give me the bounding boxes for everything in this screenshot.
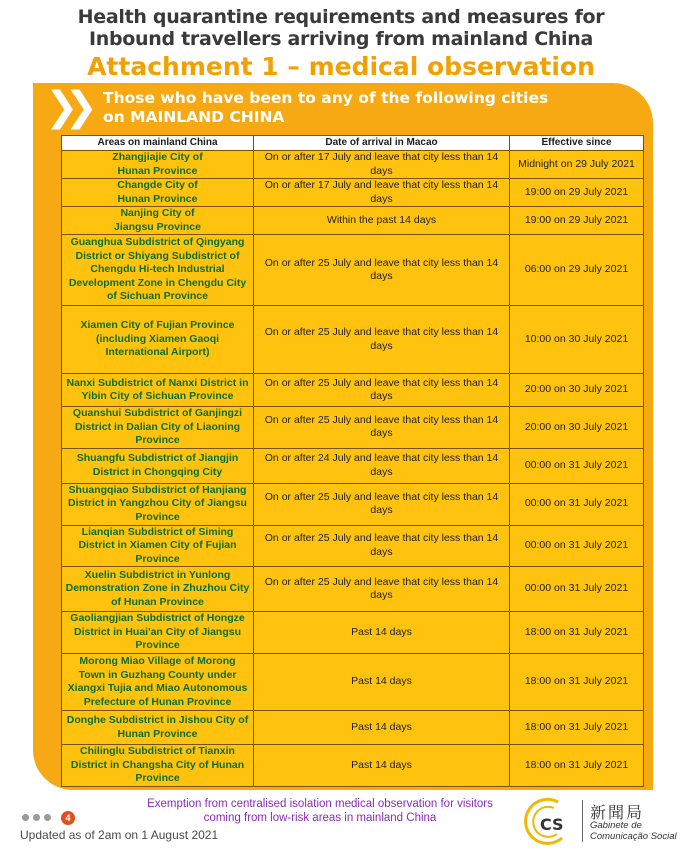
- gcs-emblem-icon: [518, 794, 580, 850]
- table-row: [62, 745, 644, 787]
- arrival-cell: On or after 25 July and leave that city less than 14 days: [254, 567, 510, 612]
- effective-cell: 18:00 on 31 July 2021: [510, 711, 644, 745]
- header-effective: Effective since: [510, 136, 644, 151]
- table-row: [62, 654, 644, 711]
- double-chevron-icon: ❯❯: [45, 84, 85, 130]
- table-row: [62, 525, 644, 567]
- area-cell: Guanghua Subdistrict of Qingyang District or Shiyang Subdistrict of Chengdu Hi-tech Industrial Development Zone in Chengdu City of Sichuan Province: [62, 235, 254, 306]
- arrival-cell: On or after 25 July and leave that city less than 14 days: [254, 306, 510, 374]
- exemption-note[interactable]: [110, 797, 530, 825]
- exemption-note-line-1: Exemption from centralised isolation medical observation for visitors: [147, 798, 493, 810]
- table-row: [62, 483, 644, 525]
- banner-line-1: Those who have been to any of the following cities: [103, 89, 549, 107]
- effective-cell: 10:00 on 30 July 2021: [510, 306, 644, 374]
- effective-cell: 00:00 on 31 July 2021: [510, 448, 644, 483]
- area-cell: Shuangfu Subdistrict of Jiangjin District in Chongqing City: [62, 448, 254, 483]
- arrival-cell: On or after 25 July and leave that city less than 14 days: [254, 483, 510, 525]
- table-row: [62, 235, 644, 306]
- area-cell: Shuangqiao Subdistrict of Hanjiang District in Yangzhou City of Jiangsu Province: [62, 483, 254, 525]
- table-row: [62, 612, 644, 654]
- effective-cell: 20:00 on 30 July 2021: [510, 407, 644, 449]
- area-cell: Zhangjiajie City of Hunan Province: [62, 151, 254, 179]
- current-page-dot[interactable]: 4: [61, 811, 75, 825]
- effective-cell: Midnight on 29 July 2021: [510, 151, 644, 179]
- effective-cell: 00:00 on 31 July 2021: [510, 567, 644, 612]
- updated-timestamp: Updated as of 2am on 1 August 2021: [20, 828, 219, 842]
- arrival-cell: Past 14 days: [254, 612, 510, 654]
- areas-table: [61, 135, 644, 787]
- arrival-cell: On or after 17 July and leave that city less than 14 days: [254, 179, 510, 207]
- arrival-cell: On or after 25 July and leave that city less than 14 days: [254, 525, 510, 567]
- effective-cell: 18:00 on 31 July 2021: [510, 612, 644, 654]
- area-cell: Changde City of Hunan Province: [62, 179, 254, 207]
- arrival-cell: Within the past 14 days: [254, 207, 510, 235]
- effective-cell: 00:00 on 31 July 2021: [510, 483, 644, 525]
- table-row: [62, 374, 644, 407]
- page-title-line-1: Health quarantine requirements and measures for: [77, 6, 605, 28]
- arrival-cell: Past 14 days: [254, 711, 510, 745]
- table-row: [62, 567, 644, 612]
- content-panel: [33, 83, 653, 790]
- arrival-cell: On or after 17 July and leave that city less than 14 days: [254, 151, 510, 179]
- arrival-cell: On or after 25 July and leave that city less than 14 days: [254, 407, 510, 449]
- effective-cell: 19:00 on 29 July 2021: [510, 179, 644, 207]
- logo-portuguese-name: [590, 820, 677, 842]
- page-dot[interactable]: [33, 814, 40, 821]
- effective-cell: 18:00 on 31 July 2021: [510, 654, 644, 711]
- area-cell: Quanshui Subdistrict of Ganjingzi District in Dalian City of Liaoning Province: [62, 407, 254, 449]
- table-row: [62, 711, 644, 745]
- table-row: [62, 151, 644, 179]
- logo-chinese-name: 新聞局: [590, 803, 645, 822]
- exemption-note-line-2: coming from low-risk areas in mainland China: [203, 812, 437, 824]
- effective-cell: 00:00 on 31 July 2021: [510, 525, 644, 567]
- area-cell: Lianqian Subdistrict of Siming District in Xiamen City of Fujian Province: [62, 525, 254, 567]
- area-cell: Nanjing City of Jiangsu Province: [62, 207, 254, 235]
- gcs-logo: [518, 794, 678, 850]
- attachment-subtitle: Attachment 1 – medical observation: [87, 52, 595, 81]
- area-cell: Nanxi Subdistrict of Nanxi District in Yibin City of Sichuan Province: [62, 374, 254, 407]
- logo-divider: [582, 800, 583, 842]
- page-dot[interactable]: [44, 814, 51, 821]
- effective-cell: 06:00 on 29 July 2021: [510, 235, 644, 306]
- table-row: [62, 306, 644, 374]
- effective-cell: 19:00 on 29 July 2021: [510, 207, 644, 235]
- logo-pt-line-1: Gabinete de: [590, 820, 642, 831]
- page-title-line-2: Inbound travellers arriving from mainland China: [88, 28, 594, 50]
- arrival-cell: On or after 25 July and leave that city less than 14 days: [254, 235, 510, 306]
- arrival-cell: Past 14 days: [254, 745, 510, 787]
- header-arrival: Date of arrival in Macao: [254, 136, 510, 151]
- svg-text:CS: CS: [540, 815, 564, 834]
- logo-pt-line-2: Comunicação Social: [590, 831, 677, 842]
- arrival-cell: Past 14 days: [254, 654, 510, 711]
- page-dot[interactable]: [22, 814, 29, 821]
- area-cell: Morong Miao Village of Morong Town in Guzhang County under Xiangxi Tujia and Miao Autonomous Prefecture of Hunan Province: [62, 654, 254, 711]
- effective-cell: 20:00 on 30 July 2021: [510, 374, 644, 407]
- arrival-cell: On or after 24 July and leave that city less than 14 days: [254, 448, 510, 483]
- header-areas: Areas on mainland China: [62, 136, 254, 151]
- table-header-row: [62, 136, 644, 151]
- banner-line-2: on MAINLAND CHINA: [103, 108, 285, 126]
- area-cell: Chilinglu Subdistrict of Tianxin District in Changsha City of Hunan Province: [62, 745, 254, 787]
- effective-cell: 18:00 on 31 July 2021: [510, 745, 644, 787]
- section-banner: [103, 89, 643, 127]
- area-cell: Xuelin Subdistrict in Yunlong Demonstration Zone in Zhuzhou City of Hunan Province: [62, 567, 254, 612]
- table-row: [62, 207, 644, 235]
- table-row: [62, 448, 644, 483]
- area-cell: Gaoliangjian Subdistrict of Hongze District in Huai'an City of Jiangsu Province: [62, 612, 254, 654]
- area-cell: Xiamen City of Fujian Province (including Xiamen Gaoqi International Airport): [62, 306, 254, 374]
- table-row: [62, 179, 644, 207]
- area-cell: Donghe Subdistrict in Jishou City of Hunan Province: [62, 711, 254, 745]
- arrival-cell: On or after 25 July and leave that city less than 14 days: [254, 374, 510, 407]
- table-row: [62, 407, 644, 449]
